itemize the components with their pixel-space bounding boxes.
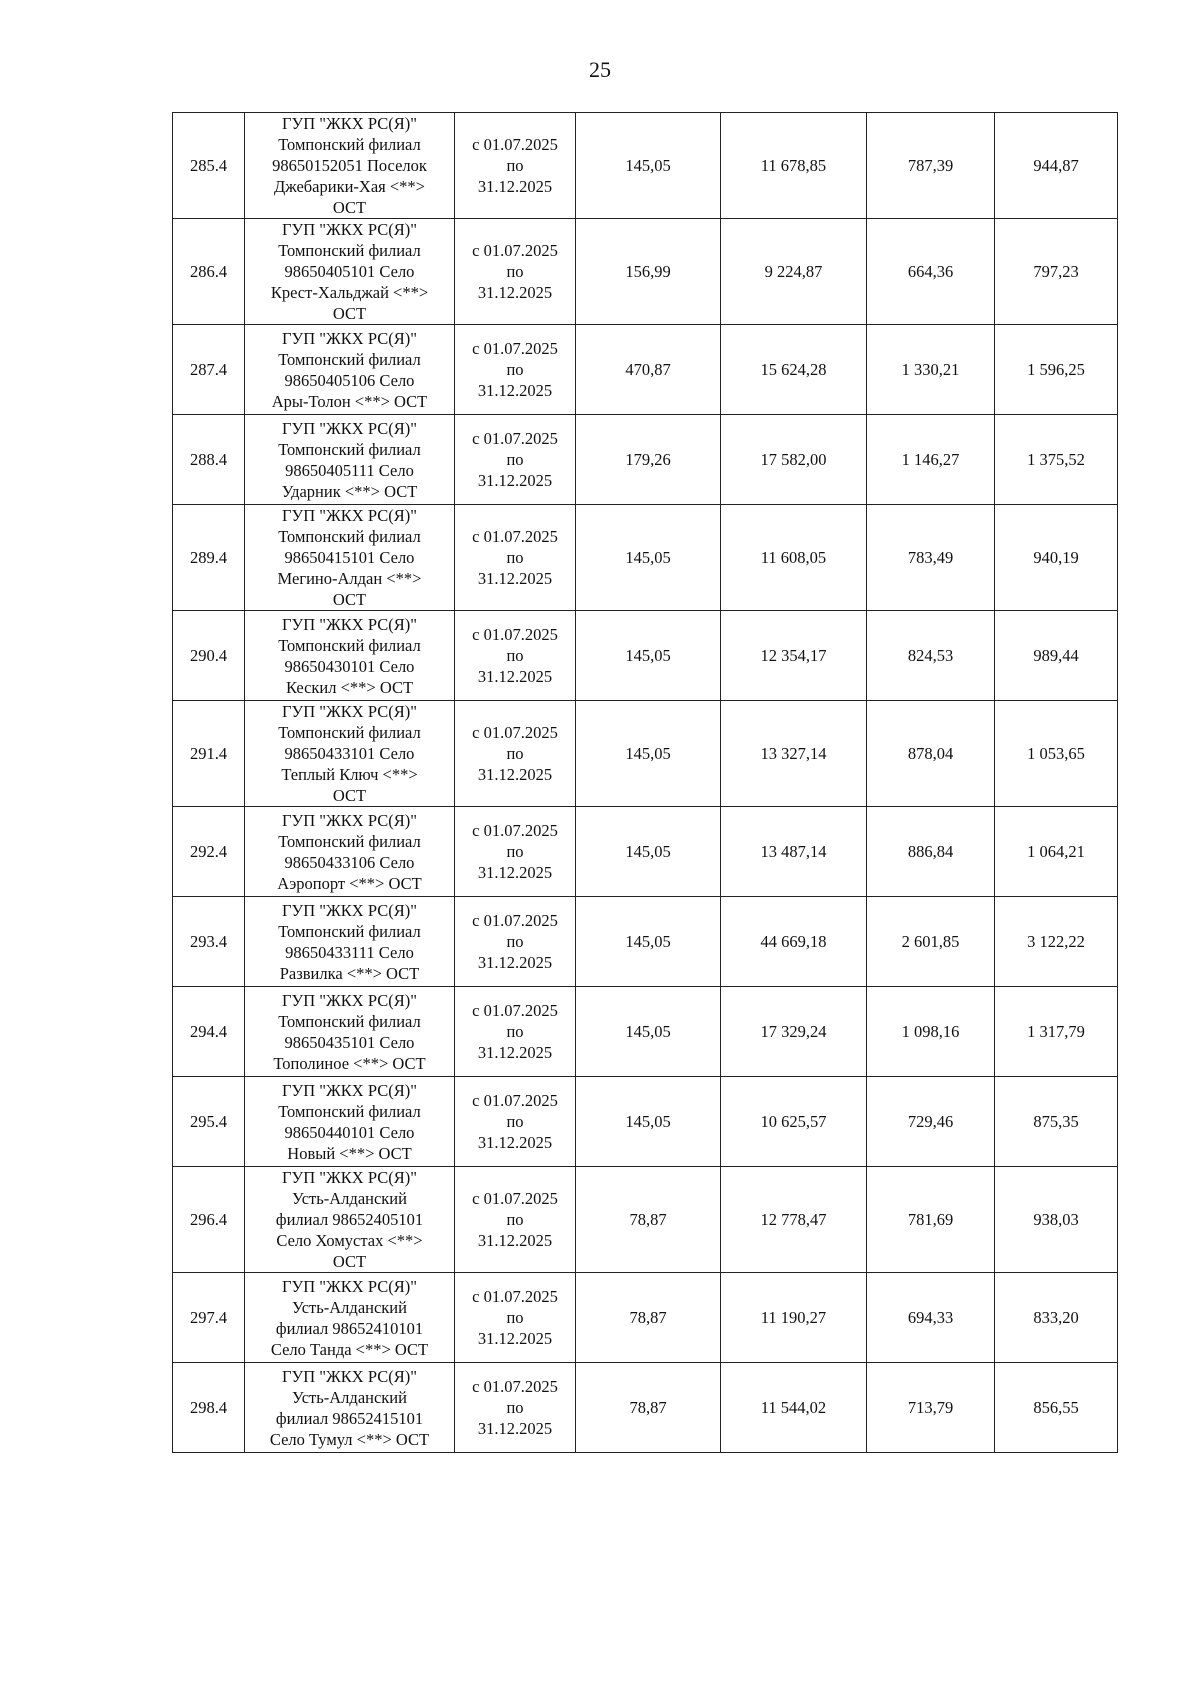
period-line: по bbox=[506, 646, 524, 665]
organization-cell bbox=[245, 897, 455, 987]
period-line: 31.12.2025 bbox=[477, 863, 553, 882]
period-line: с 01.07.2025 bbox=[472, 429, 558, 448]
value-3-cell: 886,84 bbox=[867, 807, 995, 897]
organization-line: Томпонский филиал bbox=[278, 349, 421, 369]
value-1-cell: 78,87 bbox=[576, 1167, 721, 1273]
row-number: 285.4 bbox=[173, 113, 245, 219]
period-line: по bbox=[506, 1398, 524, 1417]
period-line: с 01.07.2025 bbox=[472, 1287, 558, 1306]
value-2-cell: 9 224,87 bbox=[721, 219, 867, 325]
table-row bbox=[173, 701, 1118, 807]
value-3-cell: 729,46 bbox=[867, 1077, 995, 1167]
value-1-cell: 145,05 bbox=[576, 807, 721, 897]
value-2-cell: 11 190,27 bbox=[721, 1273, 867, 1363]
period-line: 31.12.2025 bbox=[477, 1419, 553, 1438]
organization-line: Ударник <**> ОСТ bbox=[281, 481, 418, 501]
value-2-cell: 10 625,57 bbox=[721, 1077, 867, 1167]
period-line: по bbox=[506, 262, 524, 281]
organization-line: 98650435101 Село bbox=[284, 1032, 415, 1052]
value-1-cell: 145,05 bbox=[576, 987, 721, 1077]
row-number: 288.4 bbox=[173, 415, 245, 505]
value-3-cell: 781,69 bbox=[867, 1167, 995, 1273]
row-number: 297.4 bbox=[173, 1273, 245, 1363]
value-2-cell: 12 354,17 bbox=[721, 611, 867, 701]
period-line: по bbox=[506, 548, 524, 567]
organization-line: 98650430101 Село bbox=[284, 656, 415, 676]
period-line: 31.12.2025 bbox=[477, 1231, 553, 1250]
row-number: 289.4 bbox=[173, 505, 245, 611]
row-number: 292.4 bbox=[173, 807, 245, 897]
organization-line: ГУП "ЖКХ РС(Я)" bbox=[282, 418, 417, 438]
period-line: с 01.07.2025 bbox=[472, 625, 558, 644]
table-row bbox=[173, 611, 1118, 701]
period-cell bbox=[455, 611, 576, 701]
organization-line: Томпонский филиал bbox=[278, 635, 421, 655]
period-line: с 01.07.2025 bbox=[472, 821, 558, 840]
period-line: с 01.07.2025 bbox=[472, 1091, 558, 1110]
value-4-cell: 1 596,25 bbox=[995, 325, 1118, 415]
organization-line: 98650152051 Поселок bbox=[272, 156, 427, 175]
organization-cell bbox=[245, 611, 455, 701]
period-line: с 01.07.2025 bbox=[472, 527, 558, 546]
period-line: по bbox=[506, 744, 524, 763]
organization-line: ГУП "ЖКХ РС(Я)" bbox=[282, 328, 417, 348]
organization-line: Мегино-Алдан <**> bbox=[277, 569, 422, 588]
period-line: 31.12.2025 bbox=[477, 471, 553, 490]
organization-line: Новый <**> ОСТ bbox=[287, 1143, 412, 1163]
period-line: с 01.07.2025 bbox=[472, 1001, 558, 1020]
table-row bbox=[173, 1167, 1118, 1273]
value-1-cell: 78,87 bbox=[576, 1363, 721, 1453]
period-line: 31.12.2025 bbox=[477, 667, 553, 686]
period-cell bbox=[455, 113, 576, 219]
period-line: по bbox=[506, 360, 524, 379]
row-number: 295.4 bbox=[173, 1077, 245, 1167]
organization-line: ГУП "ЖКХ РС(Я)" bbox=[282, 114, 417, 133]
organization-line: 98650433111 Село bbox=[285, 942, 414, 962]
table-row bbox=[173, 897, 1118, 987]
table-row bbox=[173, 325, 1118, 415]
organization-line: Томпонский филиал bbox=[278, 241, 421, 260]
value-4-cell: 875,35 bbox=[995, 1077, 1118, 1167]
value-4-cell: 833,20 bbox=[995, 1273, 1118, 1363]
organization-line: Ары-Толон <**> ОСТ bbox=[271, 391, 428, 411]
organization-line: ГУП "ЖКХ РС(Я)" bbox=[282, 1168, 417, 1187]
period-line: по bbox=[506, 1022, 524, 1041]
period-line: 31.12.2025 bbox=[477, 1043, 553, 1062]
organization-line: ОСТ bbox=[332, 1252, 367, 1271]
organization-line: Теплый Ключ <**> bbox=[281, 765, 418, 784]
organization-line: ГУП "ЖКХ РС(Я)" bbox=[282, 506, 417, 525]
organization-line: филиал 98652405101 bbox=[275, 1210, 424, 1229]
value-1-cell: 78,87 bbox=[576, 1273, 721, 1363]
organization-line: ГУП "ЖКХ РС(Я)" bbox=[282, 810, 417, 830]
period-line: 31.12.2025 bbox=[477, 1133, 553, 1152]
organization-line: ГУП "ЖКХ РС(Я)" bbox=[282, 1366, 417, 1386]
period-line: по bbox=[506, 450, 524, 469]
value-3-cell: 713,79 bbox=[867, 1363, 995, 1453]
value-2-cell: 13 487,14 bbox=[721, 807, 867, 897]
period-line: 31.12.2025 bbox=[477, 953, 553, 972]
table-row bbox=[173, 113, 1118, 219]
value-1-cell: 145,05 bbox=[576, 701, 721, 807]
organization-line: филиал 98652415101 bbox=[275, 1408, 424, 1428]
period-cell bbox=[455, 987, 576, 1077]
row-number: 291.4 bbox=[173, 701, 245, 807]
period-line: по bbox=[506, 1210, 524, 1229]
period-line: по bbox=[506, 1308, 524, 1327]
period-cell bbox=[455, 701, 576, 807]
organization-line: ГУП "ЖКХ РС(Я)" bbox=[282, 1080, 417, 1100]
organization-cell bbox=[245, 1167, 455, 1273]
period-line: 31.12.2025 bbox=[477, 1329, 553, 1348]
organization-line: ОСТ bbox=[332, 198, 367, 217]
organization-line: Томпонский филиал bbox=[278, 527, 421, 546]
period-cell bbox=[455, 1273, 576, 1363]
value-3-cell: 1 098,16 bbox=[867, 987, 995, 1077]
organization-line: Томпонский филиал bbox=[278, 1101, 421, 1121]
value-4-cell: 3 122,22 bbox=[995, 897, 1118, 987]
value-3-cell: 824,53 bbox=[867, 611, 995, 701]
period-cell bbox=[455, 219, 576, 325]
organization-cell bbox=[245, 701, 455, 807]
table-row bbox=[173, 807, 1118, 897]
organization-cell bbox=[245, 505, 455, 611]
organization-line: Томпонский филиал bbox=[278, 1011, 421, 1031]
table-row bbox=[173, 1077, 1118, 1167]
organization-line: Развилка <**> ОСТ bbox=[279, 963, 420, 983]
table-row bbox=[173, 219, 1118, 325]
value-2-cell: 17 582,00 bbox=[721, 415, 867, 505]
row-number: 293.4 bbox=[173, 897, 245, 987]
value-1-cell: 145,05 bbox=[576, 897, 721, 987]
period-cell bbox=[455, 415, 576, 505]
value-1-cell: 145,05 bbox=[576, 113, 721, 219]
value-3-cell: 1 330,21 bbox=[867, 325, 995, 415]
organization-cell bbox=[245, 987, 455, 1077]
value-3-cell: 878,04 bbox=[867, 701, 995, 807]
value-2-cell: 12 778,47 bbox=[721, 1167, 867, 1273]
value-1-cell: 470,87 bbox=[576, 325, 721, 415]
period-line: 31.12.2025 bbox=[477, 381, 553, 400]
organization-cell bbox=[245, 1363, 455, 1453]
period-line: по bbox=[506, 1112, 524, 1131]
organization-line: 98650405101 Село bbox=[284, 262, 415, 281]
tariff-table-body bbox=[173, 113, 1118, 1453]
value-1-cell: 145,05 bbox=[576, 1077, 721, 1167]
organization-line: Джебарики-Хая <**> bbox=[274, 177, 425, 196]
organization-line: филиал 98652410101 bbox=[275, 1318, 424, 1338]
value-4-cell: 1 375,52 bbox=[995, 415, 1118, 505]
organization-line: ГУП "ЖКХ РС(Я)" bbox=[282, 1276, 417, 1296]
value-2-cell: 11 678,85 bbox=[721, 113, 867, 219]
organization-line: ГУП "ЖКХ РС(Я)" bbox=[282, 702, 417, 721]
period-line: 31.12.2025 bbox=[477, 283, 553, 302]
organization-line: Тополиное <**> ОСТ bbox=[273, 1053, 426, 1073]
organization-line: Усть-Алданский bbox=[292, 1297, 407, 1317]
period-line: по bbox=[506, 156, 524, 175]
table-row bbox=[173, 1363, 1118, 1453]
organization-line: Томпонский филиал bbox=[278, 831, 421, 851]
organization-line: 98650433101 Село bbox=[284, 744, 415, 763]
value-4-cell: 938,03 bbox=[995, 1167, 1118, 1273]
organization-line: Село Тумул <**> ОСТ bbox=[269, 1429, 430, 1449]
organization-line: ГУП "ЖКХ РС(Я)" bbox=[282, 900, 417, 920]
organization-cell bbox=[245, 1273, 455, 1363]
organization-line: 98650433106 Село bbox=[284, 852, 415, 872]
row-number: 294.4 bbox=[173, 987, 245, 1077]
value-4-cell: 1 317,79 bbox=[995, 987, 1118, 1077]
period-cell bbox=[455, 505, 576, 611]
value-4-cell: 944,87 bbox=[995, 113, 1118, 219]
organization-line: ОСТ bbox=[332, 590, 367, 609]
period-cell bbox=[455, 1363, 576, 1453]
period-line: с 01.07.2025 bbox=[472, 1377, 558, 1396]
period-line: с 01.07.2025 bbox=[472, 723, 558, 742]
value-4-cell: 1 064,21 bbox=[995, 807, 1118, 897]
value-1-cell: 145,05 bbox=[576, 505, 721, 611]
value-3-cell: 783,49 bbox=[867, 505, 995, 611]
organization-line: Томпонский филиал bbox=[278, 439, 421, 459]
period-cell bbox=[455, 1167, 576, 1273]
row-number: 296.4 bbox=[173, 1167, 245, 1273]
organization-line: 98650440101 Село bbox=[284, 1122, 415, 1142]
period-line: с 01.07.2025 bbox=[472, 241, 558, 260]
table-row bbox=[173, 987, 1118, 1077]
row-number: 287.4 bbox=[173, 325, 245, 415]
organization-line: 98650415101 Село bbox=[284, 548, 415, 567]
row-number: 298.4 bbox=[173, 1363, 245, 1453]
value-2-cell: 11 544,02 bbox=[721, 1363, 867, 1453]
value-3-cell: 664,36 bbox=[867, 219, 995, 325]
value-3-cell: 787,39 bbox=[867, 113, 995, 219]
organization-line: Крест-Хальджай <**> bbox=[270, 283, 429, 302]
organization-line: Томпонский филиал bbox=[278, 921, 421, 941]
tariff-table bbox=[172, 112, 1118, 1453]
organization-line: 98650405106 Село bbox=[284, 370, 415, 390]
table-row bbox=[173, 415, 1118, 505]
value-1-cell: 179,26 bbox=[576, 415, 721, 505]
organization-line: Усть-Алданский bbox=[292, 1387, 407, 1407]
page-number: 25 bbox=[589, 57, 611, 82]
organization-cell bbox=[245, 113, 455, 219]
period-line: по bbox=[506, 932, 524, 951]
value-3-cell: 1 146,27 bbox=[867, 415, 995, 505]
organization-cell bbox=[245, 807, 455, 897]
organization-line: Село Хомустах <**> bbox=[276, 1231, 423, 1250]
period-line: по bbox=[506, 842, 524, 861]
period-line: с 01.07.2025 bbox=[472, 135, 558, 154]
organization-cell bbox=[245, 219, 455, 325]
row-number: 290.4 bbox=[173, 611, 245, 701]
value-4-cell: 856,55 bbox=[995, 1363, 1118, 1453]
organization-line: ГУП "ЖКХ РС(Я)" bbox=[282, 614, 417, 634]
organization-line: Аэропорт <**> ОСТ bbox=[277, 873, 422, 893]
table-row bbox=[173, 505, 1118, 611]
value-2-cell: 44 669,18 bbox=[721, 897, 867, 987]
organization-cell bbox=[245, 415, 455, 505]
organization-line: ОСТ bbox=[332, 786, 367, 805]
row-number: 286.4 bbox=[173, 219, 245, 325]
value-2-cell: 11 608,05 bbox=[721, 505, 867, 611]
period-line: 31.12.2025 bbox=[477, 569, 553, 588]
value-4-cell: 797,23 bbox=[995, 219, 1118, 325]
value-2-cell: 15 624,28 bbox=[721, 325, 867, 415]
value-3-cell: 2 601,85 bbox=[867, 897, 995, 987]
period-cell bbox=[455, 325, 576, 415]
value-1-cell: 156,99 bbox=[576, 219, 721, 325]
organization-line: Кескил <**> ОСТ bbox=[285, 677, 414, 697]
period-line: 31.12.2025 bbox=[477, 177, 553, 196]
organization-line: ГУП "ЖКХ РС(Я)" bbox=[282, 990, 417, 1010]
value-4-cell: 1 053,65 bbox=[995, 701, 1118, 807]
period-cell bbox=[455, 807, 576, 897]
value-2-cell: 13 327,14 bbox=[721, 701, 867, 807]
value-4-cell: 989,44 bbox=[995, 611, 1118, 701]
organization-line: 98650405111 Село bbox=[285, 460, 414, 480]
value-4-cell: 940,19 bbox=[995, 505, 1118, 611]
value-1-cell: 145,05 bbox=[576, 611, 721, 701]
table-row bbox=[173, 1273, 1118, 1363]
value-2-cell: 17 329,24 bbox=[721, 987, 867, 1077]
organization-line: Усть-Алданский bbox=[292, 1189, 407, 1208]
value-3-cell: 694,33 bbox=[867, 1273, 995, 1363]
organization-line: ОСТ bbox=[332, 304, 367, 323]
organization-line: Село Танда <**> ОСТ bbox=[270, 1339, 429, 1359]
period-line: с 01.07.2025 bbox=[472, 339, 558, 358]
organization-line: Томпонский филиал bbox=[278, 135, 421, 154]
organization-line: Томпонский филиал bbox=[278, 723, 421, 742]
period-line: 31.12.2025 bbox=[477, 765, 553, 784]
organization-cell bbox=[245, 1077, 455, 1167]
organization-cell bbox=[245, 325, 455, 415]
period-line: с 01.07.2025 bbox=[472, 911, 558, 930]
period-cell bbox=[455, 1077, 576, 1167]
organization-line: ГУП "ЖКХ РС(Я)" bbox=[282, 220, 417, 239]
period-cell bbox=[455, 897, 576, 987]
period-line: с 01.07.2025 bbox=[472, 1189, 558, 1208]
